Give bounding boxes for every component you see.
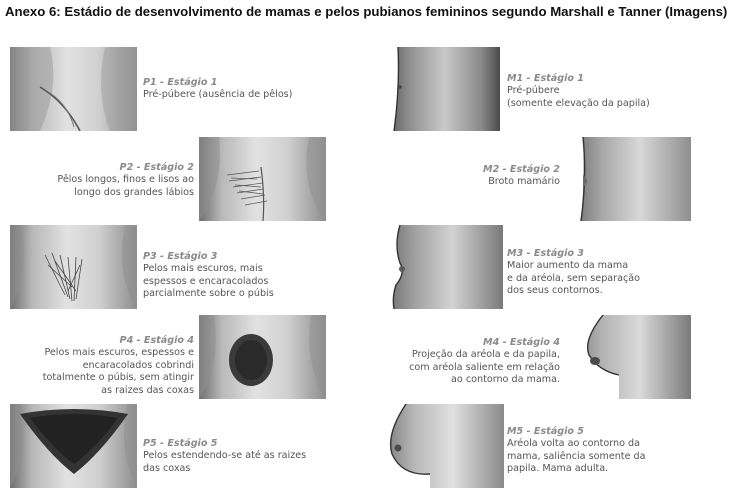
p2-heading: P2 - Estágio 2 — [119, 162, 194, 173]
p4-line-4: as raizes das coxas — [101, 384, 194, 396]
m5-heading: M5 - Estágio 5 — [507, 426, 584, 437]
p2-caption — [57, 162, 194, 199]
p5-line-1: Pelos estendendo-se até as raizes — [143, 450, 307, 462]
p2-illustration — [199, 137, 326, 221]
m3-caption — [507, 248, 640, 298]
p4-illustration — [199, 315, 326, 399]
m4-line-3: ao contorno da mama. — [451, 374, 560, 386]
m5-illustration — [376, 404, 504, 488]
m4-illustration — [563, 315, 691, 399]
m1-line-2: (somente elevação da papila) — [507, 97, 650, 109]
m4-line-1: Projeção da aréola e da papila, — [411, 349, 560, 361]
m2-heading: M2 - Estágio 2 — [483, 164, 560, 175]
m3-line-1: Maior aumento da mama — [507, 260, 629, 272]
p5-illustration — [10, 404, 137, 488]
p3-line-2: espessos e encaracolados — [143, 275, 269, 287]
p1-heading: P1 - Estágio 1 — [143, 77, 218, 88]
m5-caption — [507, 426, 646, 476]
p3-heading: P3 - Estágio 3 — [143, 251, 218, 262]
m1-heading: M1 - Estágio 1 — [507, 73, 584, 84]
m2-illustration — [563, 137, 691, 221]
m1-illustration — [376, 47, 500, 131]
m2-caption — [483, 164, 560, 189]
page-title: Anexo 6: Estádio de desenvolvimento de mamas e pelos pubianos femininos segundo Marshall e Tanner (Imagens) — [5, 4, 728, 19]
m1-caption — [507, 73, 650, 110]
p3-line-1: Pelos mais escuros, mais — [143, 263, 263, 275]
m1-line-1: Pré-púbere — [507, 85, 560, 97]
p2-line-2: longo dos grandes lábios — [74, 186, 194, 198]
m5-line-3: papila. Mama adulta. — [507, 463, 609, 475]
p4-line-2: encaracolados cobrindi — [82, 359, 194, 371]
p5-line-2: das coxas — [143, 462, 191, 474]
p4-caption — [43, 335, 194, 397]
p4-line-3: totalmente o púbis, sem atingir — [42, 372, 194, 384]
m4-line-2: com aréola saliente em relação — [409, 361, 560, 373]
m3-line-3: dos seus contornos. — [507, 285, 603, 297]
m2-line-1: Broto mamário — [488, 176, 560, 188]
m5-line-1: Aréola volta ao contorno da — [507, 438, 640, 450]
p4-heading: P4 - Estágio 4 — [119, 335, 194, 346]
m5-line-2: mama, saliência somente da — [507, 450, 646, 462]
p3-line-3: parcialmente sobre o púbis — [143, 288, 274, 300]
m4-heading: M4 - Estágio 4 — [483, 337, 560, 348]
p4-line-1: Pelos mais escuros, espessos e — [44, 347, 194, 359]
m4-caption — [409, 337, 560, 387]
p5-heading: P5 - Estágio 5 — [143, 438, 218, 449]
p2-line-1: Pêlos longos, finos e lisos ao — [57, 174, 194, 186]
m3-line-2: e da aréola, sem separação — [507, 272, 641, 284]
p5-caption — [143, 438, 306, 475]
m3-heading: M3 - Estágio 3 — [507, 248, 584, 259]
p3-illustration — [10, 225, 137, 309]
m3-illustration — [376, 225, 503, 309]
p1-caption — [143, 77, 292, 102]
p3-caption — [143, 251, 274, 301]
p1-illustration — [10, 47, 137, 131]
p1-line-1: Pré-púbere (ausência de pêlos) — [143, 89, 293, 101]
